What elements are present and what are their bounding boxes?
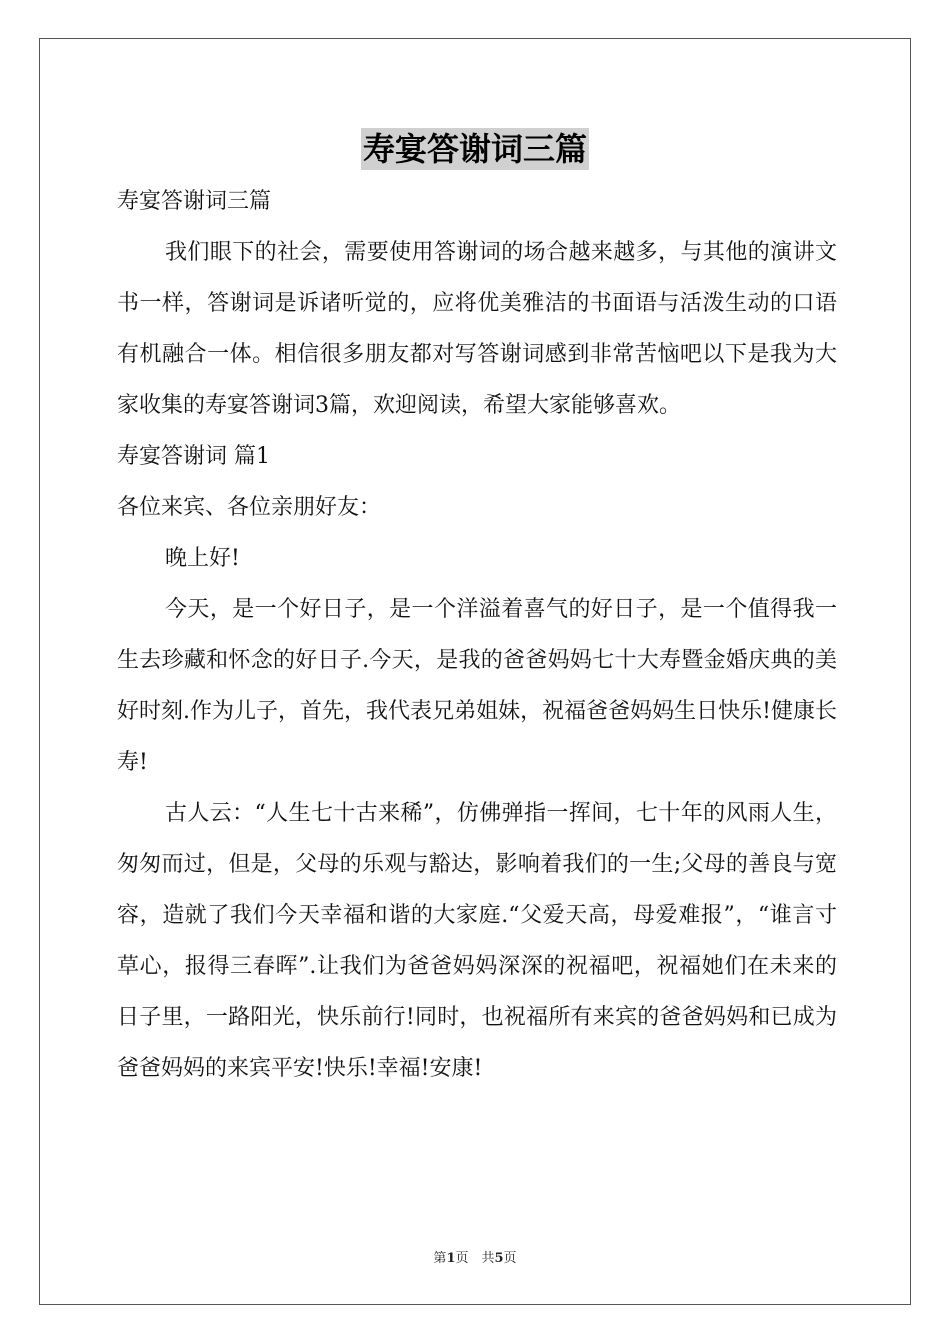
- page-prefix: 第: [433, 1251, 447, 1266]
- page-footer: [0, 1247, 950, 1266]
- paragraph: 今天，是一个好日子，是一个洋溢着喜气的好日子，是一个值得我一生去珍藏和怀念的好日子.今天，是我的爸爸妈妈七十大寿暨金婚庆典的美好时刻.作为儿子，首先，我代表兄弟姐妹，祝福爸爸妈妈生日快乐!健康长寿!: [117, 597, 837, 775]
- salutation: 各位来宾、各位亲朋好友：: [117, 495, 382, 520]
- paragraph: 寿宴答谢词三篇: [117, 189, 272, 214]
- greeting: 晚上好!: [165, 546, 240, 571]
- paragraph: 古人云：“人生七十古来稀”，仿佛弹指一挥间，七十年的风雨人生，匆匆而过，但是，父母的乐观与豁达，影响着我们的一生;父母的善良与宽容，造就了我们今天幸福和谐的大家庭.“父爱天高，母爱难报”，“谁言寸草心，报得三春晖”.让我们为爸爸妈妈深深的祝福吧，祝福她们在未来的日子里，一路阳光，快乐前行!同时，也祝福所有来宾的爸爸妈妈和已成为爸爸妈妈的来宾平安!快乐!幸福!安康!: [117, 801, 837, 1081]
- title-container: [0, 128, 950, 170]
- section-heading: 寿宴答谢词 篇1: [117, 444, 270, 469]
- document-title: 寿宴答谢词三篇: [362, 130, 587, 168]
- page-total: 5: [494, 1251, 504, 1266]
- page-mid: 页 共: [455, 1251, 495, 1266]
- page-current: 1: [446, 1251, 456, 1266]
- paragraph: 我们眼下的社会，需要使用答谢词的场合越来越多，与其他的演讲文书一样，答谢词是诉诸听觉的，应将优美雅洁的书面语与活泼生动的口语有机融合一体。相信很多朋友都对写答谢词感到非常苦恼吧以下是我为大家收集的寿宴答谢词3篇，欢迎阅读，希望大家能够喜欢。: [117, 240, 837, 418]
- page-suffix: 页: [503, 1251, 517, 1266]
- document-body: [117, 176, 837, 1094]
